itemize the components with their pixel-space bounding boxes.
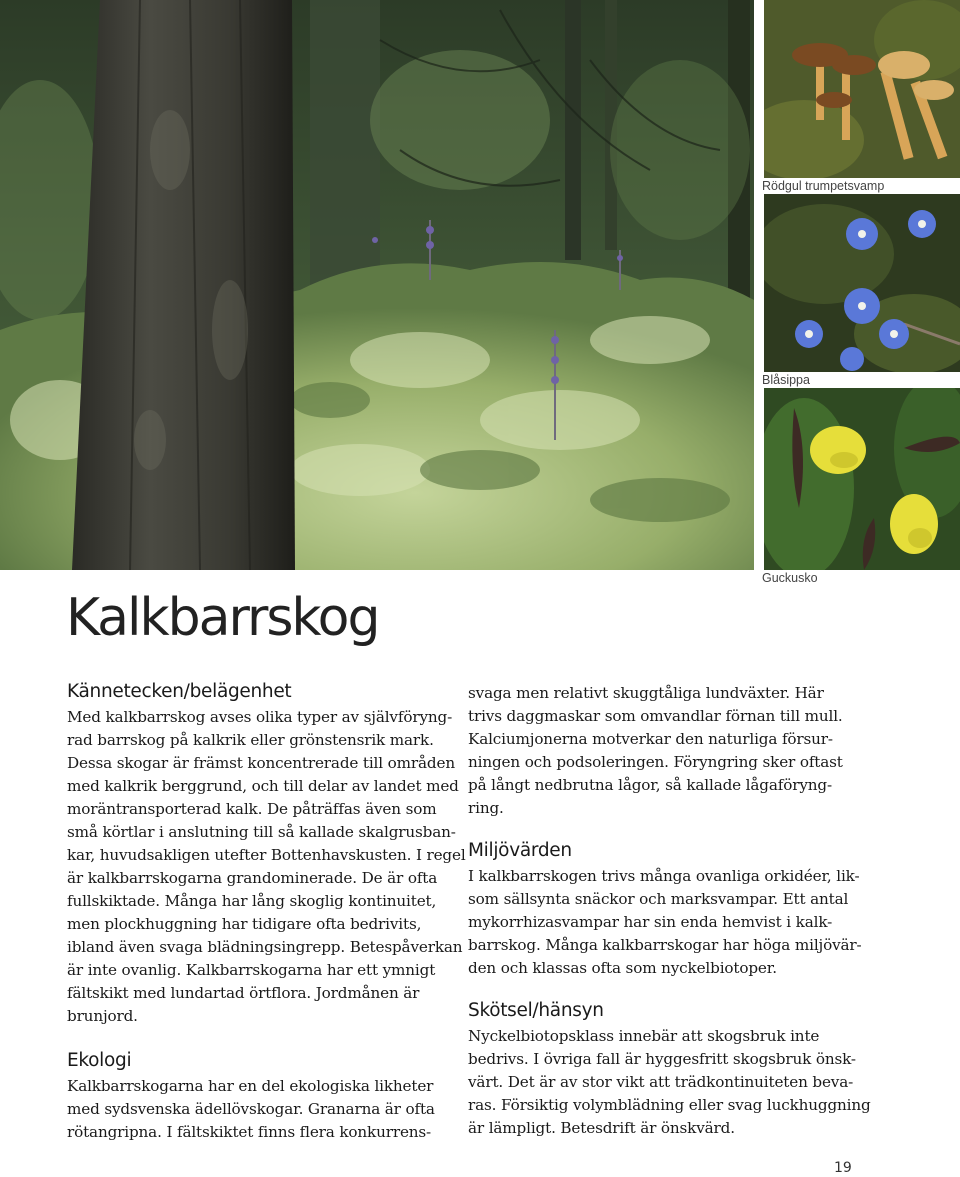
page-number: 19 (834, 1160, 852, 1176)
text-line: Nyckelbiotopsklass innebär att skogsbruk inte (468, 1027, 820, 1045)
heading-ecology: Ekologi (67, 1050, 132, 1071)
text-line: är kalkbarrskogarna grandominerade. De är ofta (67, 869, 438, 887)
text-line: I kalkbarrskogen trivs många ovanliga orkidéer, lik- (468, 867, 860, 885)
hepatica-illustration (764, 194, 960, 372)
text-line: ring. (468, 799, 504, 817)
text-line: med kalkrik berggrund, och till delar av landet med (67, 777, 459, 795)
text-line: ibland även svaga blädningsingrepp. Betespåverkan (67, 938, 463, 956)
heading-management: Skötsel/hänsyn (468, 1000, 604, 1021)
text-line: trivs daggmaskar som omvandlar förnan till mull. (468, 707, 843, 725)
text-line: som sällsynta snäckor och marksvampar. Ett antal (468, 890, 849, 908)
text-line: rötangripna. I fältskiktet finns flera konkurrens- (67, 1123, 432, 1141)
text-line: Dessa skogar är främst koncentrerade till områden (67, 754, 455, 772)
text-line: den och klassas ofta som nyckelbiotoper. (468, 959, 777, 977)
paragraph-characteristics (67, 706, 466, 1028)
text-line: små körtlar i anslutning till så kallade skalgrusban- (67, 823, 456, 841)
paragraph-ecology-continued (468, 682, 848, 820)
paragraph-ecology (67, 1075, 455, 1144)
text-line: bedrivs. I övriga fall är hyggesfritt skogsbruk önsk- (468, 1050, 856, 1068)
text-line: är inte ovanlig. Kalkbarrskogarna har ett ymnigt (67, 961, 436, 979)
page-title: Kalkbarrskog (66, 588, 379, 648)
caption-ladys-slipper: Guckusko (762, 571, 818, 585)
caption-chanterelle: Rödgul trumpetsvamp (762, 179, 885, 193)
text-line: är lämpligt. Betesdrift är önskvärd. (468, 1119, 735, 1137)
text-line: värt. Det är av stor vikt att trädkontinuiteten beva- (468, 1073, 854, 1091)
caption-hepatica: Blåsippa (762, 373, 810, 387)
text-line: brunjord. (67, 1007, 138, 1025)
text-line: barrskog. Många kalkbarrskogar har höga miljövär- (468, 936, 862, 954)
hepatica-photo (764, 194, 960, 372)
text-line: svaga men relativt skuggtåliga lundväxter. Här (468, 684, 824, 702)
text-line: Med kalkbarrskog avses olika typer av självföryng- (67, 708, 453, 726)
text-line: fältskikt med lundartad örtflora. Jordmånen är (67, 984, 420, 1002)
text-line: Kalciumjonerna motverkar den naturliga försur- (468, 730, 833, 748)
text-line: kar, huvudsakligen utefter Bottenhavskusten. I regel (67, 846, 466, 864)
text-line: men plockhuggning har tidigare ofta bedrivits, (67, 915, 422, 933)
heading-environmental-values: Miljövärden (468, 840, 572, 861)
left-column (67, 681, 466, 1144)
chanterelle-photo (764, 0, 960, 178)
text-line: med sydsvenska ädellövskogar. Granarna är ofta (67, 1100, 435, 1118)
text-line: Kalkbarrskogarna har en del ekologiska likheter (67, 1077, 434, 1095)
forest-photo (0, 0, 754, 570)
text-line: mykorrhizasvampar har sin enda hemvist i kalk- (468, 913, 833, 931)
text-line: ras. Försiktig volymblädning eller svag luckhuggning (468, 1096, 871, 1114)
text-line: moräntransporterad kalk. De påträffas även som (67, 800, 437, 818)
paragraph-management (468, 1025, 871, 1140)
right-column (468, 682, 871, 1140)
mushroom-illustration (764, 0, 960, 178)
ladys-slipper-photo (764, 388, 960, 570)
text-line: på långt nedbrutna lågor, så kallade lågaföryng- (468, 776, 832, 794)
text-line: fullskiktade. Många har lång skoglig kontinuitet, (67, 892, 437, 910)
text-line: ningen och podsoleringen. Föryngring sker oftast (468, 753, 843, 771)
forest-illustration (0, 0, 754, 570)
text-line: rad barrskog på kalkrik eller grönstensrik mark. (67, 731, 434, 749)
heading-characteristics: Kännetecken/belägenhet (67, 681, 292, 702)
orchid-illustration (764, 388, 960, 570)
paragraph-environmental-values (468, 865, 862, 980)
